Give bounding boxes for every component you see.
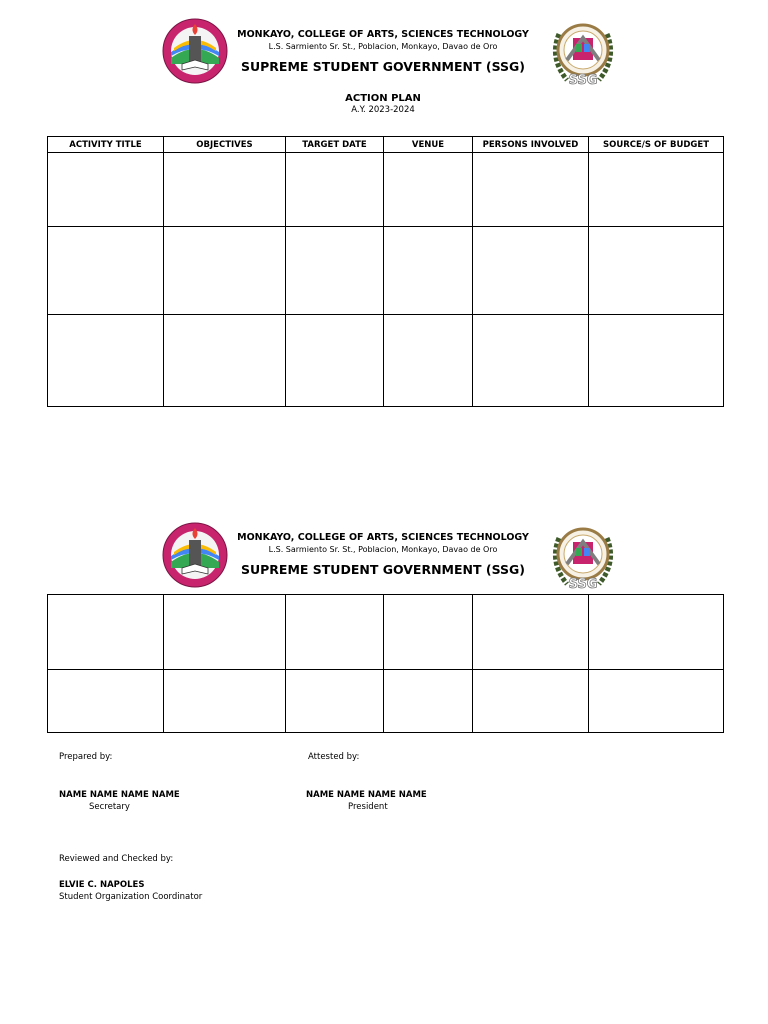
table-cell[interactable] xyxy=(286,670,384,733)
column-header: VENUE xyxy=(384,137,473,153)
prepared-by-label: Prepared by: xyxy=(59,752,113,762)
table-row xyxy=(48,595,724,670)
table-cell[interactable] xyxy=(589,315,724,407)
column-header: ACTIVITY TITLE xyxy=(48,137,164,153)
column-header: SOURCE/S OF BUDGET xyxy=(589,137,724,153)
school-name: MONKAYO, COLLEGE OF ARTS, SCIENCES TECHNOLOGY xyxy=(237,29,529,40)
table-cell[interactable] xyxy=(589,153,724,227)
table-cell[interactable] xyxy=(48,670,164,733)
table-cell[interactable] xyxy=(589,595,724,670)
school-address: L.S. Sarmiento Sr. St., Poblacion, Monkayo, Davao de Oro xyxy=(268,42,498,51)
plan-heading xyxy=(230,92,536,116)
table-cell[interactable] xyxy=(164,315,286,407)
table-row xyxy=(48,315,724,407)
table-header-row xyxy=(48,137,724,153)
ssg-seal-icon xyxy=(545,18,621,90)
attested-by-block xyxy=(306,789,427,813)
action-plan-table-continued xyxy=(47,594,724,733)
org-name: SUPREME STUDENT GOVERNMENT (SSG) xyxy=(240,562,526,577)
ssg-seal-icon xyxy=(545,522,621,594)
table-row xyxy=(48,227,724,315)
table-cell[interactable] xyxy=(286,227,384,315)
table-cell[interactable] xyxy=(589,227,724,315)
table-cell[interactable] xyxy=(473,153,589,227)
table-cell[interactable] xyxy=(48,315,164,407)
table-cell[interactable] xyxy=(384,153,473,227)
table-cell[interactable] xyxy=(473,595,589,670)
ssg-logo-text: SSG xyxy=(568,577,598,592)
table-cell[interactable] xyxy=(164,153,286,227)
coordinator-name: ELVIE C. NAPOLES xyxy=(59,880,145,890)
column-header: PERSONS INVOLVED xyxy=(473,137,589,153)
org-name: SUPREME STUDENT GOVERNMENT (SSG) xyxy=(240,59,526,74)
president-position: President xyxy=(348,802,388,812)
school-address: L.S. Sarmiento Sr. St., Poblacion, Monkayo, Davao de Oro xyxy=(268,545,498,554)
attested-by-label: Attested by: xyxy=(308,752,360,762)
table-cell[interactable] xyxy=(48,595,164,670)
table-cell[interactable] xyxy=(384,315,473,407)
table-cell[interactable] xyxy=(286,153,384,227)
table-cell[interactable] xyxy=(473,315,589,407)
college-seal-icon xyxy=(162,18,228,84)
table-cell[interactable] xyxy=(473,227,589,315)
table-cell[interactable] xyxy=(589,670,724,733)
table-cell[interactable] xyxy=(48,153,164,227)
table-cell[interactable] xyxy=(164,227,286,315)
academic-year: A.Y. 2023-2024 xyxy=(351,105,415,115)
reviewed-by-block xyxy=(59,879,202,903)
prepared-by-block xyxy=(59,789,180,813)
table-cell[interactable] xyxy=(384,595,473,670)
secretary-name: NAME NAME NAME NAME xyxy=(59,790,180,800)
plan-title: ACTION PLAN xyxy=(345,93,421,104)
table-row xyxy=(48,153,724,227)
table-row xyxy=(48,670,724,733)
table-cell[interactable] xyxy=(48,227,164,315)
college-seal-icon xyxy=(162,522,228,588)
table-cell[interactable] xyxy=(164,670,286,733)
table-cell[interactable] xyxy=(286,315,384,407)
ssg-logo-text: SSG xyxy=(568,73,598,88)
action-plan-table xyxy=(47,136,724,407)
reviewed-by-label: Reviewed and Checked by: xyxy=(59,854,174,864)
table-cell[interactable] xyxy=(164,595,286,670)
coordinator-position: Student Organization Coordinator xyxy=(59,892,203,902)
header-page-1 xyxy=(0,18,768,98)
header-page-2 xyxy=(0,522,768,602)
table-cell[interactable] xyxy=(473,670,589,733)
secretary-position: Secretary xyxy=(89,802,130,812)
president-name: NAME NAME NAME NAME xyxy=(306,790,427,800)
table-cell[interactable] xyxy=(384,670,473,733)
school-name: MONKAYO, COLLEGE OF ARTS, SCIENCES TECHNOLOGY xyxy=(237,532,529,543)
table-cell[interactable] xyxy=(384,227,473,315)
column-header: TARGET DATE xyxy=(286,137,384,153)
column-header: OBJECTIVES xyxy=(164,137,286,153)
table-cell[interactable] xyxy=(286,595,384,670)
